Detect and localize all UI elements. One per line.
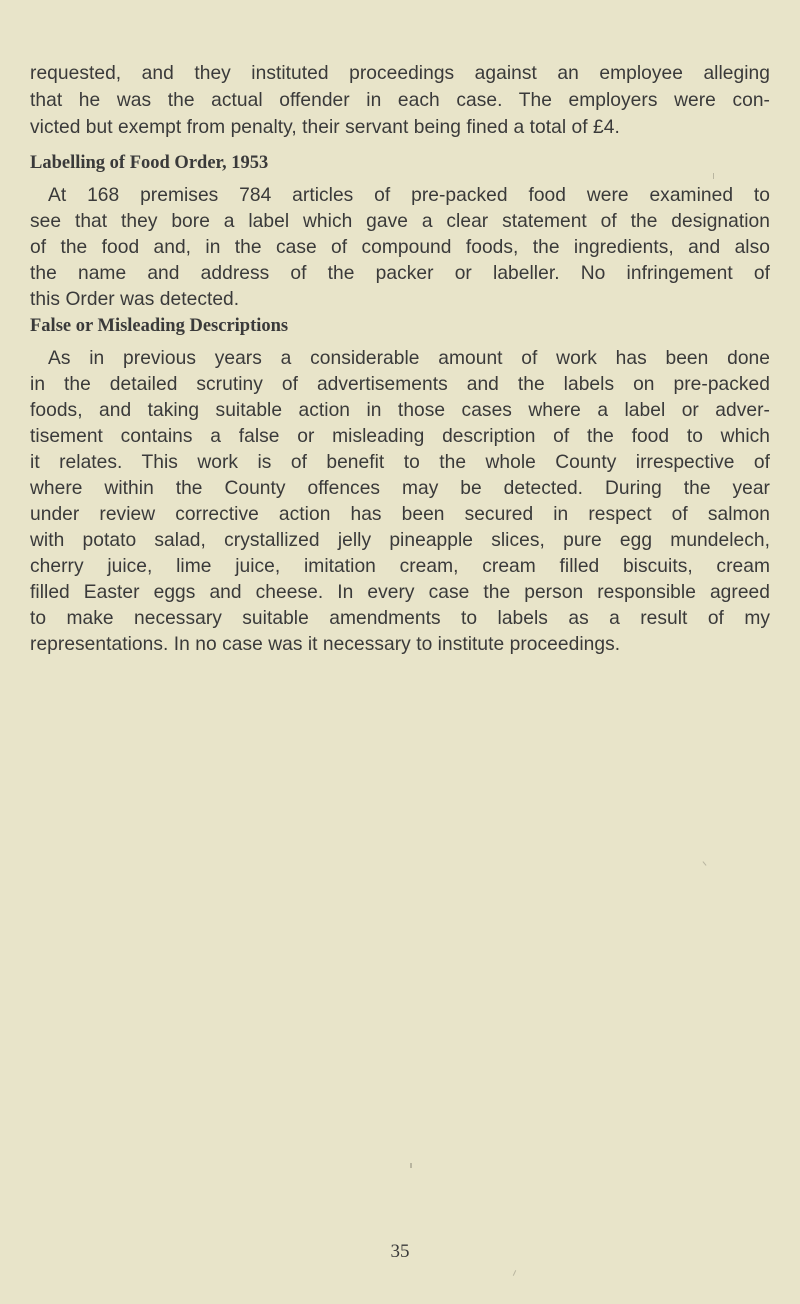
false-line-9: cherry juice, lime juice, imitation cream, cream filled biscuits, cream [30, 556, 770, 577]
false-line-6: where within the County offences may be detected. During the year [30, 478, 770, 499]
false-line-3: foods, and taking suitable action in those cases where a label or adver- [30, 400, 770, 421]
false-line-8: with potato salad, crystallized jelly pineapple slices, pure egg mundelech, [30, 530, 770, 551]
labelling-line-4: the name and address of the packer or labeller. No infringement of [30, 263, 770, 284]
scan-speck [513, 1270, 516, 1276]
intro-line-1: requested, and they instituted proceedings against an employee alleging [30, 63, 770, 84]
labelling-line-5: this Order was detected. [30, 289, 240, 310]
scan-speck [703, 861, 707, 865]
scan-speck [713, 173, 714, 179]
intro-line-2: that he was the actual offender in each case. The employers were con- [30, 90, 770, 111]
false-line-7: under review corrective action has been secured in respect of salmon [30, 504, 770, 525]
false-line-12: representations. In no case was it necessary to institute proceedings. [30, 634, 621, 655]
false-line-2: in the detailed scrutiny of advertisements and the labels on pre-packed [30, 374, 770, 395]
section-heading-labelling: Labelling of Food Order, 1953 [30, 153, 269, 173]
intro-line-3: victed but exempt from penalty, their servant being fined a total of £4. [30, 117, 620, 138]
labelling-line-2: see that they bore a label which gave a clear statement of the designation [30, 211, 770, 232]
false-line-1: As in previous years a considerable amount of work has been done [48, 348, 770, 369]
false-line-4: tisement contains a false or misleading description of the food to which [30, 426, 770, 447]
scan-speck [410, 1163, 412, 1168]
false-line-10: filled Easter eggs and cheese. In every case the person responsible agreed [30, 582, 770, 603]
labelling-line-3: of the food and, in the case of compound foods, the ingredients, and also [30, 237, 770, 258]
false-line-5: it relates. This work is of benefit to the whole County irrespective of [30, 452, 770, 473]
page-number: 35 [390, 1241, 410, 1262]
false-line-11: to make necessary suitable amendments to labels as a result of my [30, 608, 770, 629]
labelling-line-1: At 168 premises 784 articles of pre-packed food were examined to [48, 185, 770, 206]
section-heading-false-descriptions: False or Misleading Descriptions [30, 316, 289, 336]
